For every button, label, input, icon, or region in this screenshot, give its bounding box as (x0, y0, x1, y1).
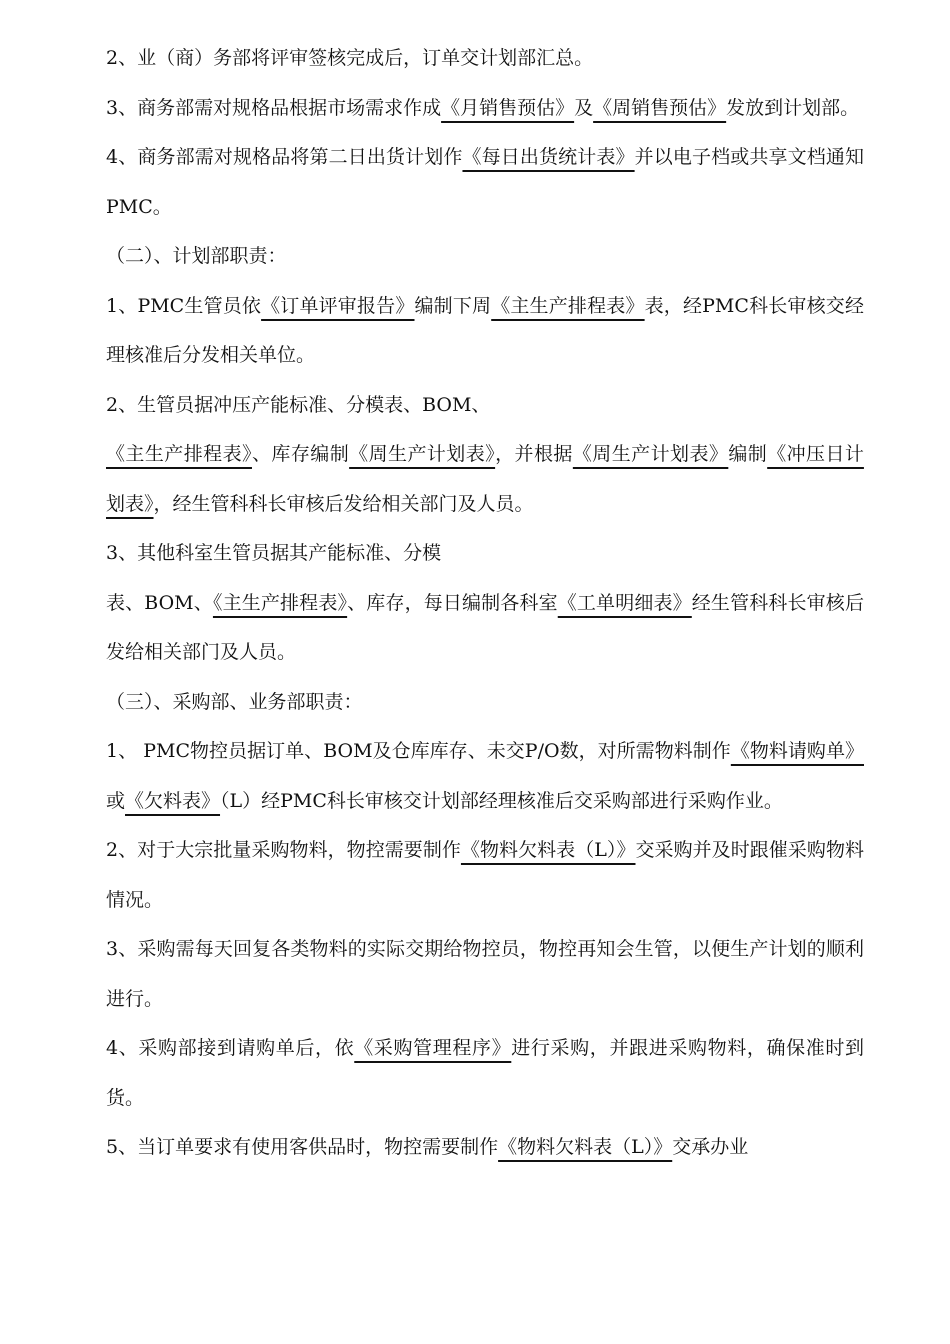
paragraph (106, 727, 864, 826)
text-run: 发放到计划部。 (726, 96, 860, 119)
text-run: 1、 PMC物控员据订单、BOM及仓库库存、未交P/O数，对所需物料制作 (106, 740, 731, 762)
text-run: 进行采购，并跟进采购物料，确保准时到货。 (106, 1037, 864, 1109)
text-run: 3、商务部需对规格品根据市场需求作成 (106, 96, 442, 119)
paragraph (106, 1024, 864, 1123)
text-run: （三）、采购部、业务部职责： (106, 690, 363, 713)
paragraph (106, 282, 864, 381)
paragraph (106, 1123, 864, 1173)
form-name-reference: 《物料请购单》 (730, 740, 864, 762)
text-run: 、库存，每日编制各科室 (347, 591, 558, 614)
form-name-reference: 《欠料表》 (125, 789, 221, 812)
form-name-reference: 《周销售预估》 (593, 96, 727, 119)
form-name-reference: 《主生产排程表》 (212, 591, 348, 614)
form-name-reference: 《每日出货统计表》 (462, 146, 635, 168)
form-name-reference: 《订单评审报告》 (261, 294, 415, 317)
text-run: 2、业（商）务部将评审签核完成后，订单交计划部汇总。 (106, 47, 594, 69)
form-name-reference: 《物料欠料表（L）》 (498, 1136, 673, 1158)
text-run: 编制 (728, 443, 768, 465)
section-heading (106, 678, 864, 728)
text-run: 交承办业 (672, 1136, 749, 1158)
form-name-reference: 《主生产排程表》 (106, 443, 252, 465)
section-heading (106, 232, 864, 282)
paragraph (106, 34, 864, 84)
text-run: 3、其他科室生管员据其产能标准、分模 (106, 542, 442, 564)
form-name-reference: 《物料欠料表（L）》 (460, 839, 636, 861)
text-run: 或 (106, 789, 126, 812)
form-name-reference: 《周生产计划表》 (349, 443, 496, 465)
paragraph (106, 430, 864, 529)
form-name-reference: 《周生产计划表》 (572, 443, 729, 465)
paragraph (106, 133, 864, 232)
text-run: 编制下周 (414, 294, 492, 317)
text-run: 经生管科科长审核后发给相关部门及人员。 (106, 591, 864, 663)
text-run: 2、生管员据冲压产能标准、分模表、BOM、 (106, 393, 491, 416)
text-run: 表、BOM、 (106, 591, 213, 614)
text-run: 3、采购需每天回复各类物料的实际交期给物控员，物控再知会生管，以便生产计划的顺利进行。 (106, 938, 864, 1010)
paragraph (106, 579, 864, 678)
paragraph (106, 381, 864, 431)
form-name-reference: 《冲压日计划表》 (106, 443, 864, 515)
form-name-reference: 《工单明细表》 (557, 591, 692, 614)
paragraph (106, 84, 864, 134)
text-run: 、库存编制 (251, 443, 350, 465)
text-run: 并以电子档或共享文档通知PMC。 (106, 146, 864, 218)
text-run: 1、PMC生管员依 (106, 294, 262, 317)
paragraph (106, 826, 864, 925)
text-run: 表，经PMC科长审核交经理核准后分发相关单位。 (106, 294, 864, 366)
paragraph (106, 529, 864, 579)
form-name-reference: 《采购管理程序》 (354, 1037, 512, 1059)
document-body (106, 34, 864, 1173)
text-run: ，经生管科科长审核后发给相关部门及人员。 (153, 492, 534, 515)
text-run: 4、采购部接到请购单后，依 (106, 1037, 355, 1059)
text-run: 交采购并及时跟催采购物料情况。 (106, 839, 864, 911)
paragraph (106, 925, 864, 1024)
text-run: 2、对于大宗批量采购物料，物控需要制作 (106, 839, 461, 861)
text-run: ，并根据 (495, 443, 573, 465)
text-run: （L）经PMC科长审核交计划部经理核准后交采购部进行采购作业。 (220, 789, 783, 812)
form-name-reference: 《月销售预估》 (441, 96, 575, 119)
form-name-reference: 《主生产排程表》 (491, 294, 645, 317)
text-run: 4、商务部需对规格品将第二日出货计划作 (106, 146, 463, 168)
text-run: 5、当订单要求有使用客供品时，物控需要制作 (106, 1136, 499, 1158)
text-run: （二）、计划部职责： (106, 245, 287, 267)
text-run: 及 (574, 96, 594, 119)
